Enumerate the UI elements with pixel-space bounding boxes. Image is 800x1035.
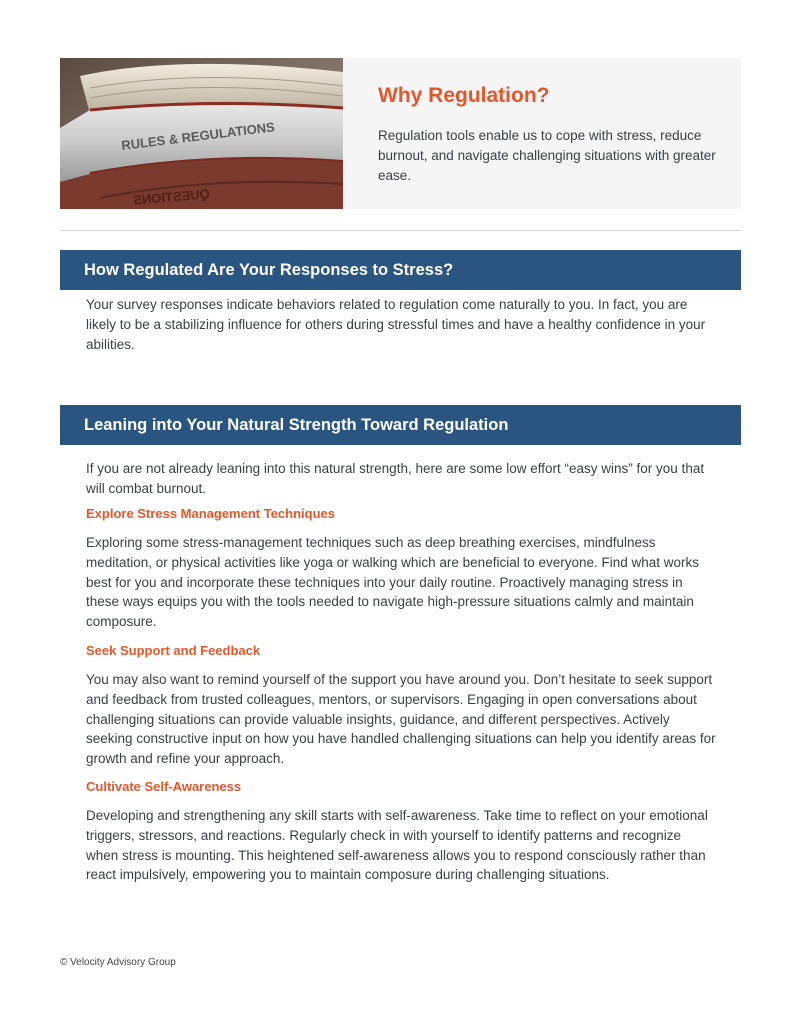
hero-text [378,82,723,186]
stress-management-body: Exploring some stress-management techniques such as deep breathing exercises, mindfulness meditation, or physical activities like yoga or walking which are beneficial to everyone. Find what works best for you and incorporate these techniques into your daily routine. Proactively managing stress in these ways equips you with the tools needed to navigate high-pressure situations calmly and maintain composure. [86,535,700,630]
page-title: Why Regulation? [378,84,550,107]
svg-text:QUESTIONS: QUESTIONS [132,186,211,208]
rules-regulations-book-image [60,58,343,209]
hero-description: Regulation tools enable us to cope with stress, reduce burnout, and navigate challenging situations with greater ease. [378,128,716,183]
section-heading-stress-responses: How Regulated Are Your Responses to Stress? [60,250,741,290]
subheading-stress-management: Explore Stress Management Techniques [86,506,335,521]
book-spine-lettering: RULES & REGULATIONS [120,119,276,153]
subheading-self-awareness: Cultivate Self-Awareness [86,779,242,794]
divider [60,230,741,231]
support-feedback-body: You may also want to remind yourself of the support you have around you. Don’t hesitate to seek support and feedback from trusted colleagues, mentors, or supervisors. Engaging in open conversations about challenging situations can provide valuable insights, guidance, and different perspectives. Actively seeking constructive input on how you have handled challenging situations can help you identify areas for growth and refine your approach. [86,672,716,767]
section-heading-natural-strength: Leaning into Your Natural Strength Toward Regulation [60,405,741,445]
section-stress-responses-body: Your survey responses indicate behaviors related to regulation come naturally to you. In fact, you are likely to be a stabilizing influence for others during stressful times and have a healthy confidence in your abilities. [86,297,706,352]
section-natural-strength-intro: If you are not already leaning into this natural strength, here are some low effort “easy wins” for you that will combat burnout. [86,461,705,496]
self-awareness-body: Developing and strengthening any skill starts with self-awareness. Take time to reflect on your emotional triggers, stressors, and reactions. Regularly check in with yourself to identify patterns and recognize when stress is mounting. This heightened self-awareness allows you to respond consciously rather than react impulsively, empowering you to maintain composure during challenging situations. [86,808,708,883]
subheading-support-feedback: Seek Support and Feedback [86,643,261,658]
hero-card [60,58,741,209]
footer-copyright: © Velocity Advisory Group [60,957,176,968]
